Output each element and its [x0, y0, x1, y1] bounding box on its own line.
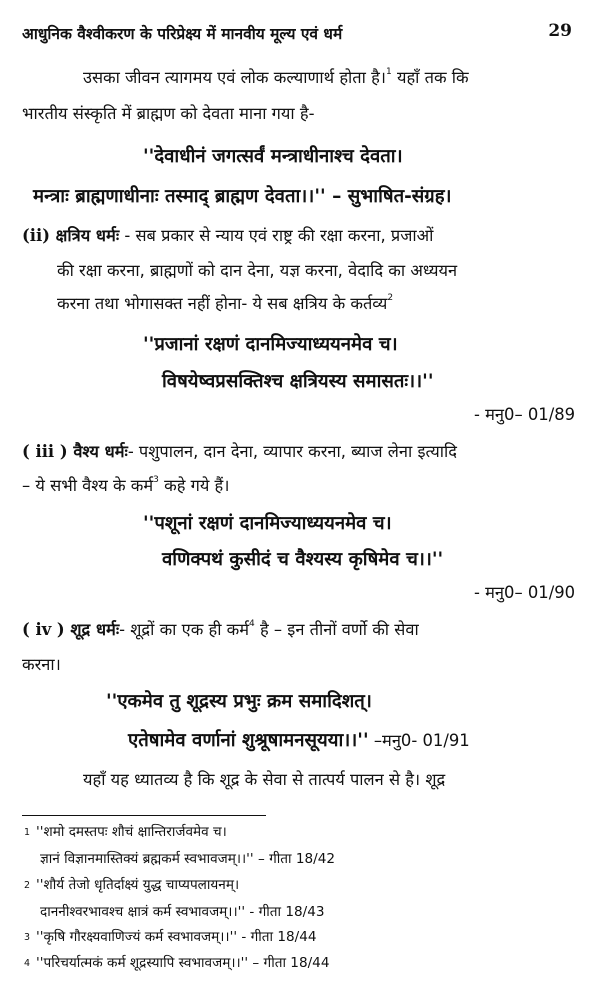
- paragraph-line: यहाँ यह ध्यातव्य है कि शूद्र के सेवा से तात्पर्य पालन से है। शूद्र: [83, 770, 446, 789]
- verse-line: विषयेष्वप्रसक्तिश्च क्षत्रियस्य समासतः।।'': [162, 371, 434, 392]
- paragraph-line: की रक्षा करना, ब्राह्मणों को दान देना, यज्ञ करना, वेदादि का अध्ययन: [57, 261, 458, 280]
- text: - सब प्रकार से न्याय एवं राष्ट्र की रक्षा करना, प्रजाओं: [119, 226, 434, 245]
- text: - शूद्रों का एक ही कर्म: [119, 620, 250, 639]
- verse-line: ''प्रजानां रक्षणं दानमिज्याध्ययनमेव च।: [143, 334, 398, 355]
- page-number: 29: [548, 21, 572, 41]
- text: – ये सभी वैश्य के कर्म: [22, 476, 154, 495]
- section-vaishya: [22, 442, 457, 462]
- verse-text: एतेषामेव वर्णानां शुश्रूषामनसूयया।।'': [128, 730, 369, 751]
- text: कहे गये हैं।: [158, 476, 230, 495]
- paragraph-line: [83, 68, 469, 88]
- section-label: ( iv ): [22, 620, 65, 639]
- text: यहाँ तक कि: [391, 68, 469, 87]
- footnote-line: दाननीश्वरभावश्च क्षात्रं कर्म स्वभावजम्।।'' - गीता 18/43: [40, 904, 325, 920]
- footnote-number: 1: [24, 827, 31, 838]
- verse-source: – सुभाषित-संग्रह।: [325, 186, 452, 207]
- section-shudra: [22, 620, 419, 640]
- paragraph-line: [57, 294, 393, 314]
- verse-reference: - मनु0– 01/89: [474, 405, 576, 424]
- text: - पशुपालन, दान देना, व्यापार करना, ब्याज लेना इत्यादि: [127, 442, 457, 461]
- footnote-line: ''कृषि गौरक्ष्यवाणिज्यं कर्म स्वभावजम्।।'' - गीता 18/44: [36, 929, 317, 945]
- footnote-line: ''परिचर्यात्मकं कर्म शूद्रस्यापि स्वभावजम्।।'' – गीता 18/44: [36, 955, 330, 971]
- verse-line: [33, 186, 452, 208]
- running-title: आधुनिक वैश्वीकरण के परिप्रेक्ष्य में मानवीय मूल्य एवं धर्म: [22, 25, 343, 43]
- paragraph-line: भारतीय संस्कृति में ब्राह्मण को देवता माना गया है-: [22, 104, 315, 123]
- verse-text: मन्त्राः ब्राह्मणाधीनाः तस्माद् ब्राह्मण देवता।।'': [33, 186, 326, 207]
- verse-line: वणिक्पथं कुसीदं च वैश्यस्य कृषिमेव च।।'': [162, 549, 444, 570]
- paragraph-line: करना।: [22, 655, 61, 674]
- footnote-line: ''शौर्य तेजो धृतिर्दाक्ष्यं युद्ध चाप्यपलायनम्।: [36, 877, 240, 893]
- footnote-ref: 3: [153, 475, 159, 485]
- page-header: [22, 22, 578, 46]
- section-heading: शूद्र धर्मः: [64, 620, 120, 639]
- footnote-line: ज्ञानं विज्ञानमास्तिक्यं ब्रह्मकर्म स्वभावजम्।।'' – गीता 18/42: [40, 851, 336, 867]
- footnote-number: 4: [24, 958, 31, 969]
- footnote-number: 2: [24, 880, 31, 891]
- section-kshatriya: [22, 226, 433, 246]
- section-label: ( iii ): [22, 442, 68, 461]
- footnote-ref: 4: [249, 619, 255, 629]
- text: करना तथा भोगासक्त नहीं होना- ये सब क्षत्रिय के कर्तव्य: [57, 294, 388, 313]
- section-heading: क्षत्रिय धर्मः: [49, 226, 120, 245]
- footnote-line: ''शमो दमस्तपः शौचं क्षान्तिरार्जवमेव च।: [36, 824, 227, 840]
- paragraph-line: [22, 476, 229, 496]
- footnote-ref: 1: [386, 67, 392, 77]
- text: उसका जीवन त्यागमय एवं लोक कल्याणार्थ होता है।: [83, 68, 386, 87]
- verse-line: ''पशूनां रक्षणं दानमिज्याध्ययनमेव च।: [143, 513, 392, 534]
- verse-reference: –मनु0- 01/91: [368, 731, 470, 750]
- verse-reference: - मनु0– 01/90: [474, 583, 576, 602]
- footnote-ref: 2: [387, 293, 394, 303]
- verse-line: [128, 730, 470, 752]
- text: है – इन तीनों वर्णो की सेवा: [254, 620, 419, 639]
- section-label: (ii): [22, 226, 50, 245]
- footnote-number: 3: [24, 932, 31, 943]
- verse-line: ''एकमेव तु शूद्रस्य प्रभुः क्रम समादिशत्।: [106, 691, 372, 712]
- section-heading: वैश्य धर्मः: [67, 442, 128, 461]
- verse-line: ''देवाधीनं जगत्सर्वं मन्त्राधीनाश्च देवता।: [143, 146, 403, 167]
- footnote-divider: [22, 815, 266, 816]
